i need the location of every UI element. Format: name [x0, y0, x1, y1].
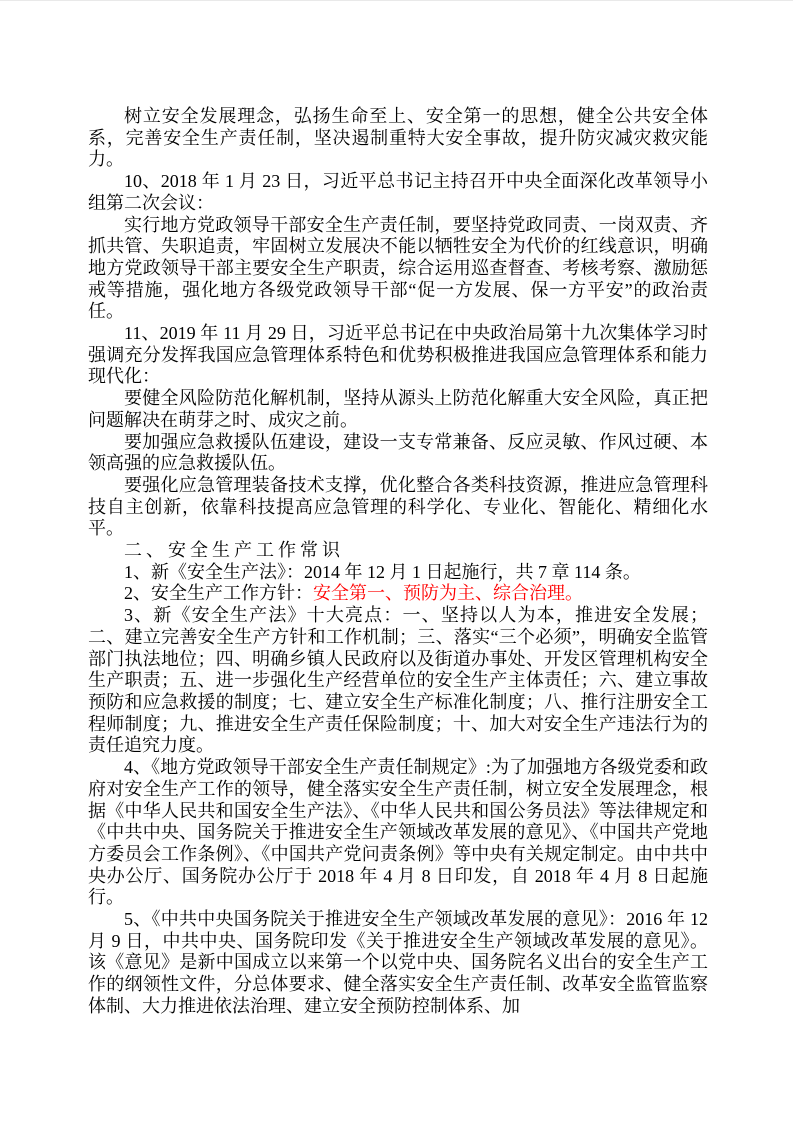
text-run: 11、2019 年 11 月 29 日，习近平总书记在中央政治局第十九次集体学习时强调充分发挥我国应急管理体系特色和优势积极推进我国应急管理体系和能力现代化：	[88, 323, 708, 387]
text-run: 要健全风险防范化解机制，坚持从源头上防范化解重大安全风险，真正把问题解决在萌芽之时、成灾之前。	[88, 388, 708, 430]
paragraph	[88, 475, 708, 540]
document-body	[88, 106, 708, 1018]
text-run: 实行地方党政领导干部安全生产责任制，要坚持党政同责、一岗双责、齐抓共管、失职追责，牢固树立发展决不能以牺牲安全为代价的红线意识，明确地方党政领导干部主要安全生产职责，综合运用巡查督查、考核考察、激励惩戒等措施，强化地方各级党政领导干部“促一方发展、保一方平安”的政治责任。	[88, 214, 708, 322]
text-run: 2、安全生产工作方针：	[124, 583, 313, 604]
text-run: 二、安全生产工作常识	[124, 540, 344, 561]
text-run: 树立安全发展理念，弘扬生命至上、安全第一的思想，健全公共安全体系，完善安全生产责任制，坚决遏制重特大安全事故，提升防灾减灾救灾能力。	[88, 106, 708, 170]
paragraph	[88, 323, 708, 388]
text-run: 4、《地方党政领导干部安全生产责任制规定》:为了加强地方各级党委和政府对安全生产工作的领导，健全落实安全生产责任制，树立安全发展理念，根据《中华人民共和国安全生产法》、《中华人民共和国公务员法》等法律规定和《中共中央、国务院关于推进安全生产领域改革发展的意见》、《中国共产党地方委员会工作条例》、《中国共产党问责条例》等中央有关规定制定。由中共中央办公厅、国务院办公厅于 2018 年 4 月 8 日印发，自 2018 年 4 月 8 日起施行。	[88, 757, 708, 908]
text-run: 1、新《安全生产法》：2014 年 12 月 1 日起施行，共 7 章 114 条。	[124, 561, 641, 582]
paragraph	[88, 388, 708, 431]
paragraph	[88, 106, 708, 171]
section-heading	[88, 540, 708, 562]
paragraph	[88, 909, 708, 1018]
paragraph	[88, 583, 708, 605]
text-run: 要强化应急管理装备技术支撑，优化整合各类科技资源，推进应急管理科技自主创新，依靠科技提高应急管理的科学化、专业化、智能化、精细化水平。	[88, 474, 708, 539]
paragraph	[88, 215, 708, 324]
text-run: 3、新《安全生产法》十大亮点：一、坚持以人为本，推进安全发展；二、建立完善安全生产方针和工作机制；三、落实“三个必须”，明确安全监管部门执法地位；四、明确乡镇人民政府以及街道办事处、开发区管理机构安全生产职责；五、进一步强化生产经营单位的安全生产主体责任；六、建立事故预防和应急救援的制度；七、建立安全生产标准化制度；八、推行注册安全工程师制度；九、推进安全生产责任保险制度；十、加大对安全生产违法行为的责任追究力度。	[88, 605, 708, 756]
text-run: 5、《中共中央国务院关于推进安全生产领域改革发展的意见》：2016 年 12 月 9 日，中共中央、国务院印发《关于推进安全生产领域改革发展的意见》。该《意见》是新中国成立以来第一个以党中央、国务院名义出台的安全生产工作的纲领性文件，分总体要求、健全落实安全生产责任制、改革安全监管监察体制、大力推进依法治理、建立安全预防控制体系、加	[88, 909, 708, 1016]
paragraph	[88, 562, 708, 584]
paragraph	[88, 432, 708, 475]
page-top-edge	[0, 0, 793, 1]
text-run: 10、2018 年 1 月 23 日，习近平总书记主持召开中央全面深化改革领导小组第二次会议：	[88, 171, 708, 213]
paragraph	[88, 171, 708, 214]
red-emphasis-text: 安全第一、预防为主、综合治理。	[313, 583, 583, 604]
paragraph	[88, 757, 708, 909]
paragraph	[88, 605, 708, 757]
text-run: 要加强应急救援队伍建设，建设一支专常兼备、反应灵敏、作风过硬、本领高强的应急救援队伍。	[88, 431, 708, 474]
